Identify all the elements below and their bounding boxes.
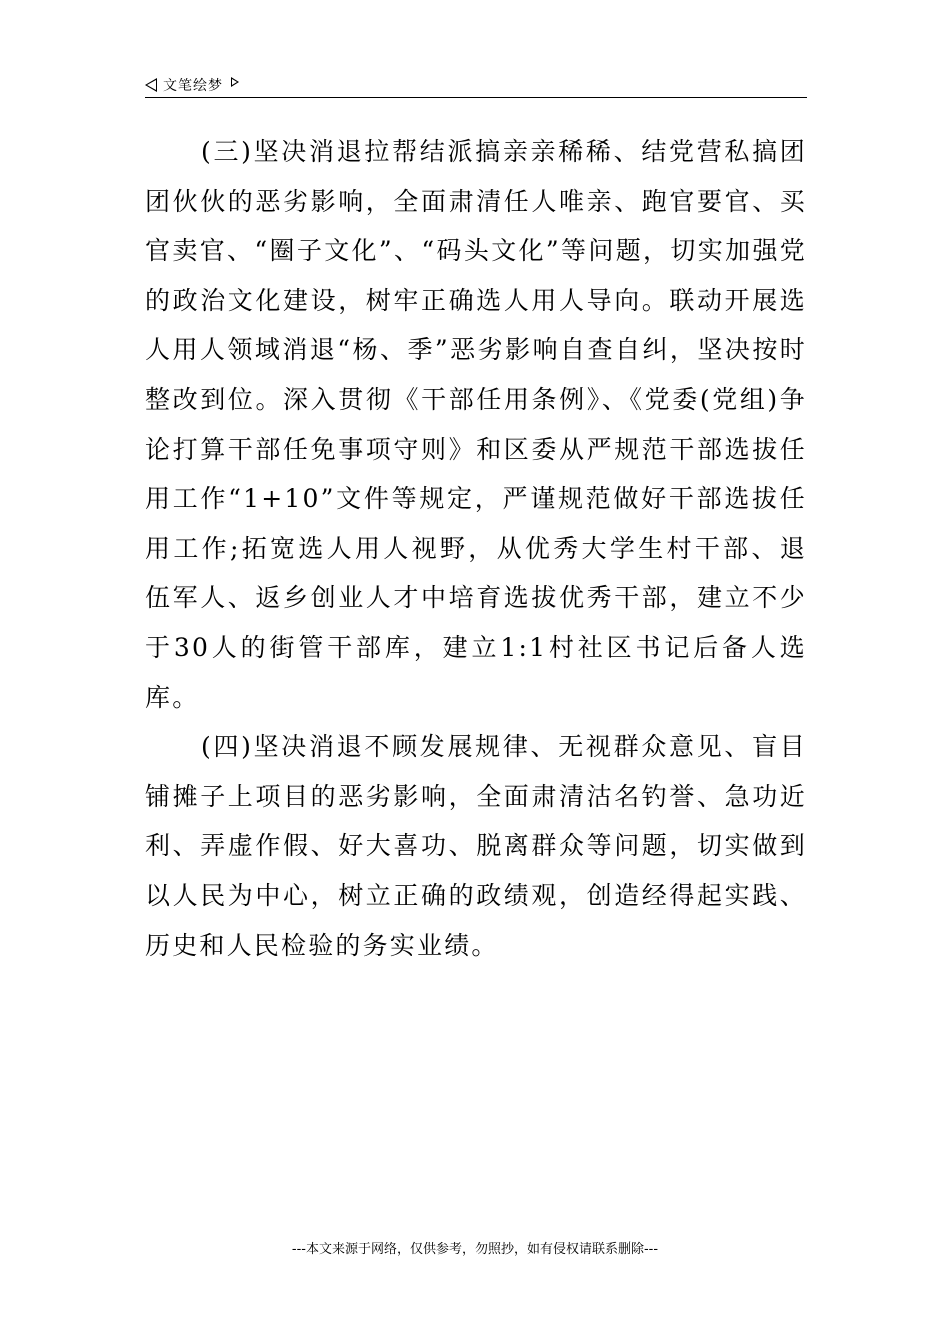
footer-disclaimer: ---本文来源于网络，仅供参考，勿照抄，如有侵权请联系删除--- bbox=[291, 1242, 659, 1257]
triangle-left-icon bbox=[145, 78, 157, 92]
document-body bbox=[145, 127, 807, 970]
paragraph-three: (三)坚决消退拉帮结派搞亲亲稀稀、结党营私搞团团伙伙的恶劣影响，全面肃清任人唯亲、跑官要官、买官卖官、“圈子文化”、“码头文化”等问题，切实加强党的政治文化建设，树牢正确选人用人导向。联动开展选人用人领域消退“杨、季”恶劣影响自查自纠，坚决按时整改到位。深入贯彻《干部任用条例》、《党委(党组)争论打算干部任免事项守则》和区委从严规范干部选拔任用工作“1+10”文件等规定，严谨规范做好干部选拔任用工作;拓宽选人用人视野，从优秀大学生村干部、退伍军人、返乡创业人才中培育选拔优秀干部，建立不少于30人的街管干部库，建立1:1村社区书记后备人选库。 bbox=[145, 137, 807, 712]
page-header bbox=[145, 74, 807, 96]
header-title: 文笔绘梦 bbox=[163, 78, 223, 94]
paragraph-four: (四)坚决消退不顾发展规律、无视群众意见、盲目铺摊子上项目的恶劣影响，全面肃清沽名钓誉、急功近利、弄虚作假、好大喜功、脱离群众等问题，切实做到以人民为中心，树立正确的政绩观，创造经得起实践、历史和人民检验的务实业绩。 bbox=[145, 732, 807, 960]
triangle-right-icon bbox=[231, 77, 239, 87]
header-divider bbox=[145, 97, 807, 98]
